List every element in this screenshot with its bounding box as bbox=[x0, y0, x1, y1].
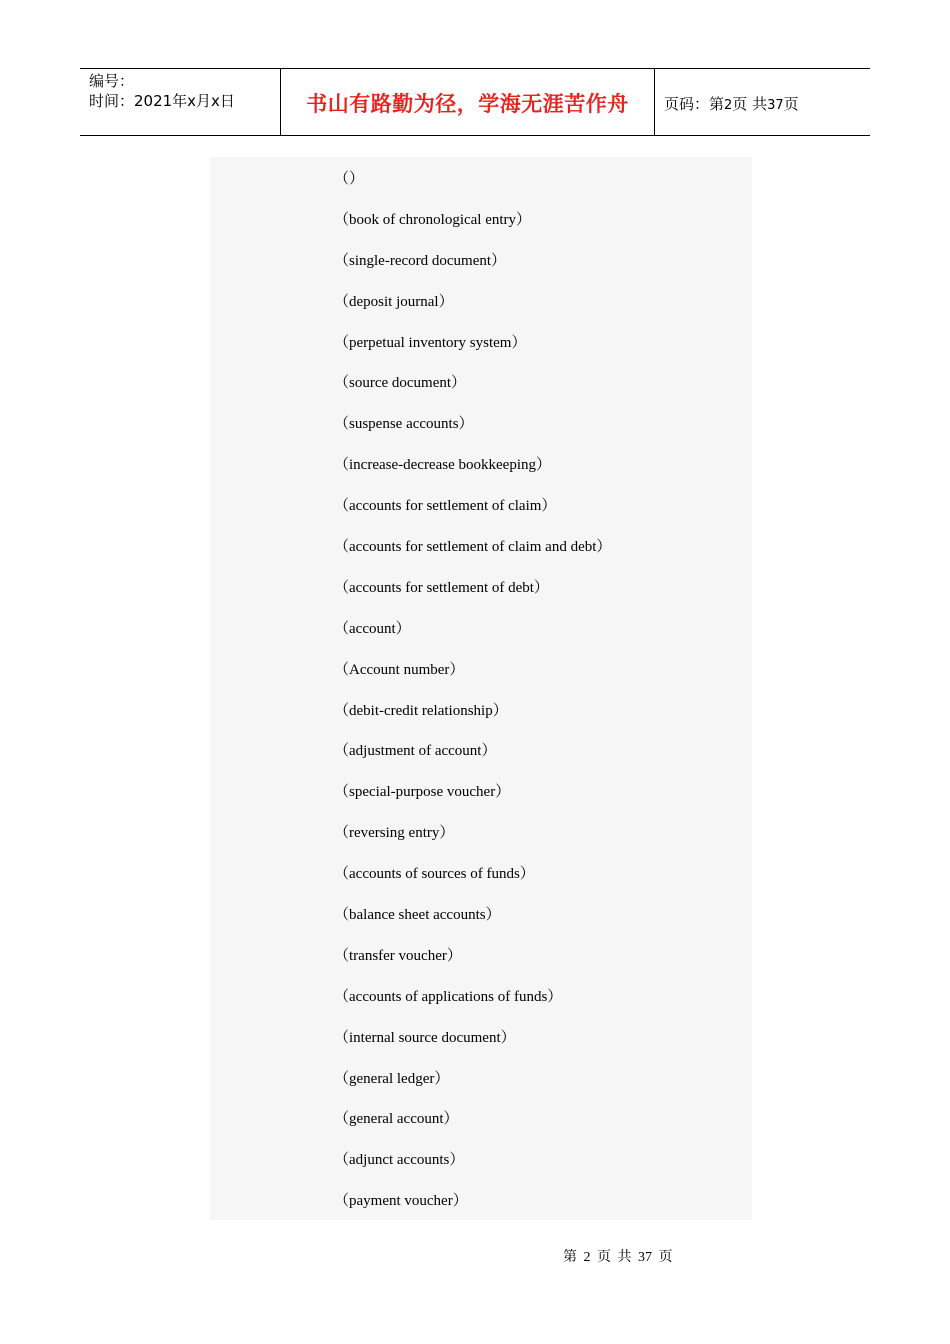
header-meta bbox=[80, 69, 281, 135]
term-item: （accounts of applications of funds） bbox=[334, 988, 563, 1005]
term-item: （balance sheet accounts） bbox=[334, 907, 501, 924]
term-item: （single-record document） bbox=[334, 252, 507, 269]
term-item: （deposit journal） bbox=[334, 293, 454, 310]
term-item: （general ledger） bbox=[334, 1070, 450, 1087]
term-item: （book of chronological entry） bbox=[334, 211, 532, 228]
page-current: 2 bbox=[724, 98, 733, 113]
term-item: （perpetual inventory system） bbox=[334, 334, 527, 351]
page-header bbox=[80, 68, 870, 136]
page-label-prefix: 页码：第 bbox=[664, 95, 725, 113]
term-item: （internal source document） bbox=[334, 1029, 516, 1046]
page-label-suffix: 页 bbox=[783, 95, 799, 113]
header-motto-cell bbox=[281, 69, 655, 135]
term-list-panel bbox=[210, 157, 752, 1220]
term-item: （accounts for settlement of debt） bbox=[334, 579, 549, 596]
footer-page-number: 第 2 页 共 37 页 bbox=[563, 1250, 673, 1265]
term-item: （Account number） bbox=[334, 661, 465, 678]
term-item: （increase-decrease bookkeeping） bbox=[334, 457, 551, 474]
term-item: （adjustment of account） bbox=[334, 743, 497, 760]
code-label: 编号： bbox=[89, 72, 135, 90]
header-motto: 书山有路勤为径，学海无涯苦作舟 bbox=[306, 92, 629, 116]
page-total: 37 bbox=[767, 98, 784, 113]
term-item: （payment voucher） bbox=[334, 1193, 468, 1210]
term-item: （reversing entry） bbox=[334, 825, 455, 842]
term-item: （accounts of sources of funds） bbox=[334, 866, 535, 883]
term-item: （accounts for settlement of claim and debt） bbox=[334, 539, 612, 556]
term-item: （transfer voucher） bbox=[334, 947, 462, 964]
term-item: （suspense accounts） bbox=[334, 416, 474, 433]
header-page-info bbox=[655, 69, 870, 135]
term-item: （account） bbox=[334, 620, 411, 637]
term-item: （accounts for settlement of claim） bbox=[334, 498, 557, 515]
time-label: 时间：2021年x月x日 bbox=[89, 92, 235, 110]
term-item: （debit-credit relationship） bbox=[334, 702, 508, 719]
term-item: （source document） bbox=[334, 375, 467, 392]
term-item: （special-purpose voucher） bbox=[334, 784, 511, 801]
term-item: （general account） bbox=[334, 1111, 459, 1128]
term-list bbox=[334, 167, 611, 1230]
page-label-mid: 页 共 bbox=[732, 95, 768, 113]
term-item: （） bbox=[334, 171, 365, 187]
term-item: （adjunct accounts） bbox=[334, 1152, 465, 1169]
